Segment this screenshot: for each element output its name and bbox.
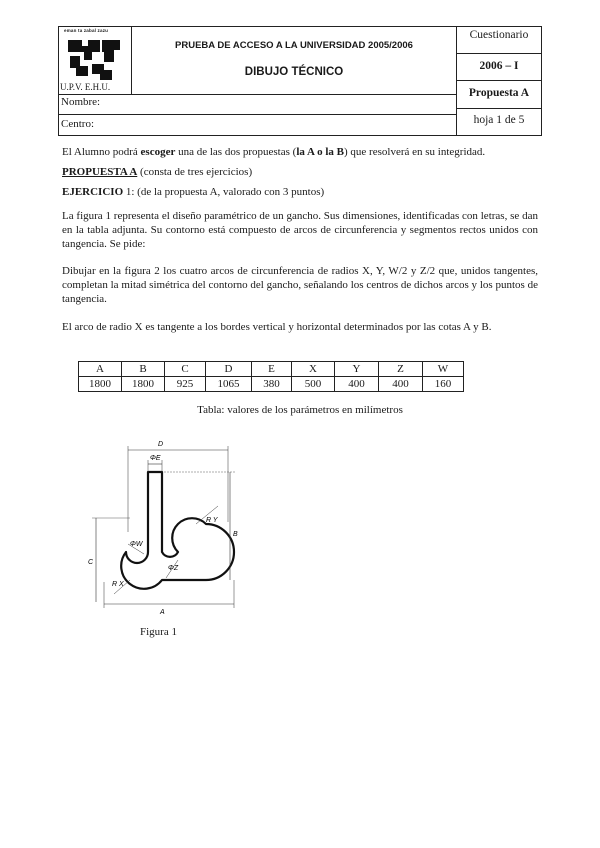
table-value-cell: 1065 [206,377,252,392]
dim-label-c: C [88,559,94,566]
subject-title: DIBUJO TÉCNICO [244,66,344,78]
intro-paragraph: El Alumno podrá escoger una de las dos propuestas (la A o la B) que resolverá en su integridad. [62,146,486,158]
exam-code: 2006 – I [479,60,519,72]
logo-text: U.P.V. E.H.U. [60,82,111,92]
nombre-rule [58,94,456,95]
table-value-cell: 500 [292,377,335,392]
dim-label-z: ΦZ [168,565,179,572]
dim-label-y: R Y [206,517,218,524]
page-counter: hoja 1 de 5 [473,114,525,126]
table-value-cell: 1800 [79,377,122,392]
table-header-cell: E [252,362,292,377]
dim-label-d: D [158,441,164,448]
table-header-cell: Y [335,362,379,377]
cuestionario-label: Cuestionario [469,29,529,41]
dim-label-e: ΦE [150,455,161,462]
right-rule-2 [456,80,542,81]
dim-label-x: R X [112,581,124,588]
table-value-cell: 400 [335,377,379,392]
table-value-cell: 925 [165,377,206,392]
right-rule-1 [456,53,542,54]
table-header-cell: B [122,362,165,377]
nombre-label: Nombre: [61,96,101,108]
paragraph-2: Dibujar en la figura 2 los cuatro arcos de circunferencia de radios X, Y, W/2 y Z/2 que, unidos tangentes, completan la mitad simétrica del contorno del gancho, señalando los centros de dichos arcos y los puntos de tangencia. [62,265,538,306]
logo-motto: eman ta zabal zazu [64,28,109,33]
right-rule-3 [456,108,542,109]
table-caption: Tabla: valores de los parámetros en milímetros [197,404,403,416]
table-header-cell: Z [379,362,423,377]
centro-rule [58,114,456,115]
propuesta-label: Propuesta A [468,87,530,99]
hook-figure [90,432,260,622]
table-header-cell: W [423,362,464,377]
parameters-table [78,361,464,392]
table-header-cell: D [206,362,252,377]
propuesta-heading: PROPUESTA A (consta de tres ejercicios) [62,166,253,178]
university-logo-icon [64,36,124,82]
centro-label: Centro: [61,118,94,130]
table-value-cell: 1800 [122,377,165,392]
table-header-cell: X [292,362,335,377]
paragraph-1: La figura 1 representa el diseño paramétrico de un gancho. Sus dimensiones, identificadas con letras, se dan en la tabla adjunta. Su contorno está compuesto de arcos de circunferencia y segmentos rectos unidos con tangencia. Se pide: [62,210,538,251]
exam-title: PRUEBA DE ACCESO A LA UNIVERSIDAD 2005/2006 [175,40,413,51]
table-value-cell: 380 [252,377,292,392]
ejercicio-heading: EJERCICIO 1: (de la propuesta A, valorado con 3 puntos) [62,186,325,198]
table-value-cell: 400 [379,377,423,392]
paragraph-3: El arco de radio X es tangente a los bordes vertical y horizontal determinados por las cotas A y B. [62,321,492,333]
figure-caption: Figura 1 [140,626,177,638]
table-value-row [79,377,464,392]
table-header-row [79,362,464,377]
table-value-cell: 160 [423,377,464,392]
dim-label-w: ΦW [130,541,143,548]
table-header-cell: C [165,362,206,377]
dim-label-b: B [233,531,238,538]
table-header-cell: A [79,362,122,377]
dim-label-a: A [160,609,165,616]
